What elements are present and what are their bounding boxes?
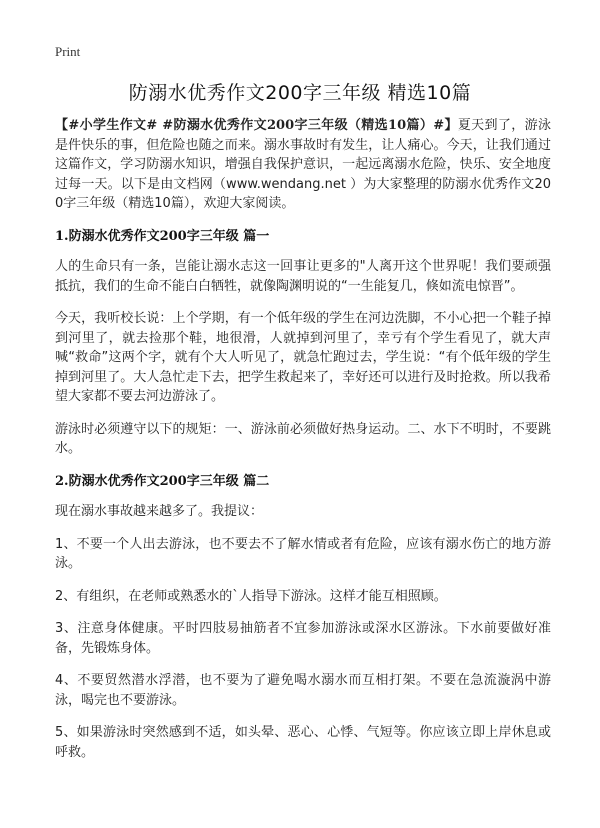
list-item: 5、如果游泳时突然感到不适，如头晕、恶心、心悸、气短等。你应该立即上岸休息或呼救。 — [55, 725, 551, 760]
section-heading: 1.防溺水优秀作文200字三年级 篇一 — [55, 228, 270, 244]
paragraph: 游泳时必须遵守以下的规矩：一、游泳前必须做好热身运动。二、水下不明时，不要跳水。 — [55, 421, 551, 456]
list-item: 4、不要贸然潜水浮潜，也不要为了避免喝水溺水而互相打架。不要在急流漩涡中游泳，喝完也不要游泳。 — [55, 673, 551, 708]
paragraph: 今天，我听校长说：上个学期，有一个低年级的学生在河边洗脚，不小心把一个鞋子掉到河里了，就去捡那个鞋，地很滑，人就掉到河里了，幸亏有个学生看见了，就大声喊“救命”这两个字，就有个大人听见了，就急忙跑过去，学生说：“有个低年级的学生掉到河里了。大人急忙走下去，把学生救起来了，幸好还可以进行及时抢救。所以我希望大家都不要去河边游泳了。 — [55, 311, 551, 404]
intro-tag: 【#小学生作文# #防溺水优秀作文200字三年级（精选10篇）#】 — [55, 118, 458, 133]
document-body — [55, 116, 551, 775]
intro-text: 夏天到了，游泳是件快乐的事，但危险也随之而来。溺水事故时有发生，让人痛心。今天，让我们通过这篇作文，学习防溺水知识，增强自我保护意识，一起远离溺水危险，快乐、安全地度过每一天。以下是由文档网（www.wendang.net ）为大家整理的防溺水优秀作文200字三年级（精选10篇），欢迎大家阅读。 — [55, 118, 551, 211]
paragraph: 人的生命只有一条，岂能让溺水志这一回事让更多的"人离开这个世界呢！我们要顽强抵抗，我们的生命不能白白牺牲，就像陶渊明说的“一生能复几，倏如流电惊晋”。 — [55, 259, 551, 294]
paragraph: 现在溺水事故越来越多了。我提议： — [55, 504, 264, 519]
intro-paragraph — [55, 116, 551, 214]
list-item: 3、注意身体健康。平时四肢易抽筋者不宜参加游泳或深水区游泳。下水前要做好准备，先锻炼身体。 — [55, 621, 551, 656]
section-heading: 2.防溺水优秀作文200字三年级 篇二 — [55, 473, 270, 489]
list-item: 1、不要一个人出去游泳，也不要去不了解水情或者有危险，应该有溺水伤亡的地方游泳。 — [55, 536, 551, 571]
list-item: 2、有组织，在老师或熟悉水的`人指导下游泳。这样才能互相照顾。 — [55, 588, 447, 604]
page-title: 防溺水优秀作文200字三年级 精选10篇 — [128, 82, 472, 104]
print-label: Print — [55, 44, 81, 59]
